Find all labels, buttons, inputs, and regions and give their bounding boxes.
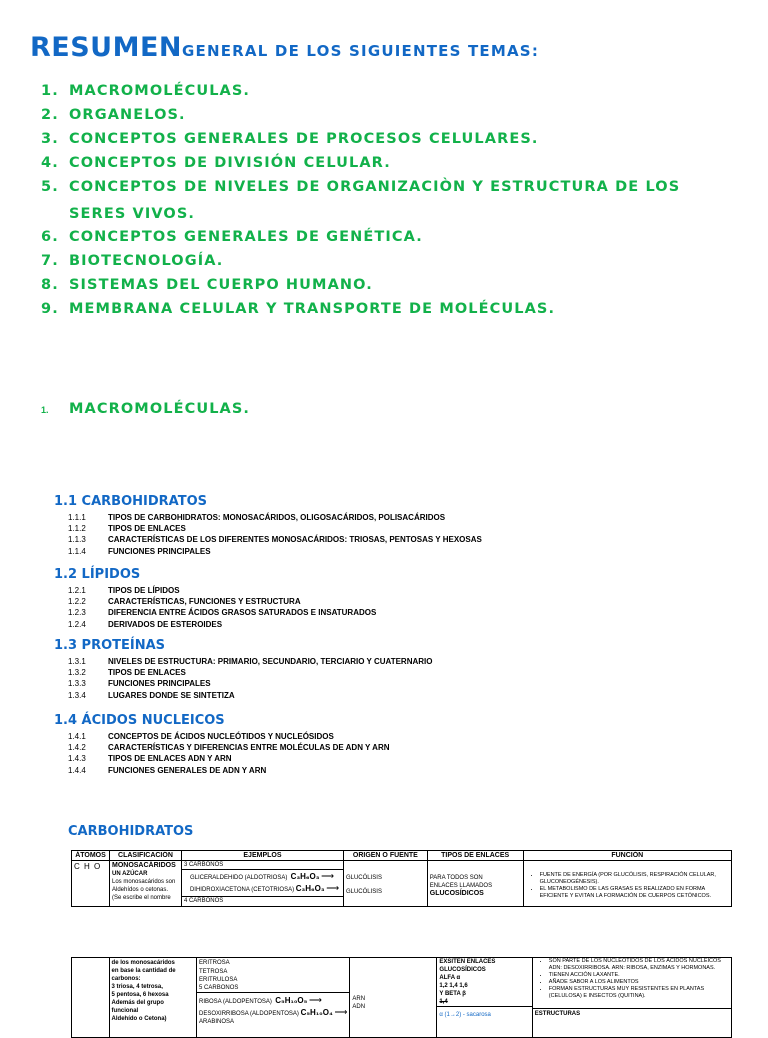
topic-item: 5. CONCEPTOS DE NIVELES DE ORGANIZACIÒN Y ESTRUCTURA DE LOS: [41, 179, 681, 195]
list-item: 1.2.1 TIPOS DE LÍPIDOS: [68, 586, 180, 595]
list-item: 1.1.4 FUNCIONES PRINCIPALES: [68, 546, 211, 556]
list-item: 1.3.1 NIVELES DE ESTRUCTURA: PRIMARIO, SECUNDARIO, TERCIARIO Y CUATERNARIO: [68, 657, 433, 666]
topic-item: 7. BIOTECNOLOGÍA.: [41, 253, 224, 269]
list-item: • TIENEN ACCIÓN LAXANTE.: [549, 972, 729, 979]
page-title: [30, 32, 539, 63]
column-header: CLASIFICACIÓN: [109, 851, 181, 861]
table-cell: ERITROSA TETROSA ERITRULOSA 5 CARBONOS RIBOSA (ALDOPENTOSA) C₅H₁₀O₅ ⟶ DESOXIRRIBOSA (ALDOPENTOSA) C₅H₁₀O₄ ⟶ ARABINOSA: [197, 958, 350, 1038]
table-cell: GLUCÓLISIS GLUCÓLISIS: [343, 861, 427, 907]
list-item: 1.4.3 TIPOS DE ENLACES ADN Y ARN: [68, 754, 232, 764]
table-cell: [523, 861, 731, 907]
table-cell: PARA TODOS SON ENLACES LLAMADOS GLUCOSÍDICOS: [427, 861, 523, 907]
topic-item-continuation: SERES VIVOS.: [69, 206, 195, 222]
subsection-list: [68, 731, 390, 776]
list-item: 1.1.1 TIPOS DE CARBOHIDRATOS: MONOSACÁRIDOS, OLIGOSACÁRIDOS, POLISACÁRIDOS: [68, 513, 446, 522]
list-item: • AÑADE SABOR A LOS ALIMENTOS: [549, 979, 729, 986]
list-item: 1.3.2 TIPOS DE ENLACES: [68, 668, 186, 678]
table-cell: 3 CARBONOS GLICERALDEHIDO (ALDOTRIOSA) C₃H₆O₃ ⟶ DIHIDROXIACETONA (CETOTRIOSA) C₃H₆O₃ ⟶ 4 CARBONOS: [181, 861, 343, 907]
list-item: 1.2.4 DERIVADOS DE ESTEROIDES: [68, 619, 223, 629]
topic-item: 2. ORGANELOS.: [41, 107, 186, 123]
list-item: 1.4.4 FUNCIONES GENERALES DE ADN Y ARN: [68, 765, 267, 775]
title-resumen: RESUMEN: [30, 32, 183, 63]
topic-item: 8. SISTEMAS DEL CUERPO HUMANO.: [41, 277, 373, 293]
column-header: ORIGEN O FUENTE: [343, 851, 427, 861]
section-heading: 1. MACROMOLÉCULAS.: [41, 401, 251, 417]
table-cell: ARN ADN: [350, 958, 437, 1038]
topic-item: 6. CONCEPTOS GENERALES DE GENÉTICA.: [41, 229, 423, 245]
list-item: 1.4.2 CARACTERÍSTICAS Y DIFERENCIAS ENTRE MOLÉCULAS DE ADN Y ARN: [68, 743, 390, 753]
list-item: 1.3.4 LUGARES DONDE SE SINTETIZA: [68, 690, 235, 700]
list-item: • SON PARTE DE LOS NUCLEÓTIDOS DE LOS ÁCIDOS NUCLEICOS ADN: DESOXIRRIBOSA. ARN: RIBOSA, ENZIMAS Y HORMONAS.: [549, 958, 729, 972]
subsection-list: [68, 585, 376, 630]
subsection-list: [68, 656, 432, 701]
subsection-list: [68, 512, 482, 557]
table-cell: EXSITEN ENLACES GLUCOSÍDICOS ALFA α 1,2 1,4 1,6 Y BETA β 1,4 α (1→2) - sacarosa: [437, 958, 532, 1038]
table-cell: de los monosacáridos en base la cantidad de carbonos: 3 triosa, 4 tetrosa, 5 pentosa, 6 hexosa Además del grupo funcional Aldehído o Cetona): [109, 958, 196, 1038]
subsection-title: 1.4 ÁCIDOS NUCLEICOS: [54, 713, 225, 728]
topic-item: 9. MEMBRANA CELULAR Y TRANSPORTE DE MOLÉCULAS.: [41, 301, 556, 317]
title-subtitle: GENERAL DE LOS SIGUIENTES TEMAS:: [182, 42, 540, 60]
column-header: TIPOS DE ENLACES: [427, 851, 523, 861]
list-item: 1.2.2 CARACTERÍSTICAS, FUNCIONES Y ESTRUCTURA: [68, 597, 301, 607]
column-header: ÁTOMOS: [72, 851, 110, 861]
column-header: EJEMPLOS: [181, 851, 343, 861]
topic-item: 3. CONCEPTOS GENERALES DE PROCESOS CELULARES.: [41, 131, 539, 147]
table-cell: [72, 958, 110, 1038]
list-item: • FORMAN ESTRUCTURAS MUY RESISTENTES EN PLANTAS (CELULOSA) E INSECTOS (QUITINA).: [549, 986, 729, 1000]
carbohydrates-table-continued: [71, 957, 732, 1038]
column-header: FUNCIÓN: [523, 851, 731, 861]
table-title: CARBOHIDRATOS: [68, 824, 194, 839]
list-item: 1.2.3 DIFERENCIA ENTRE ÁCIDOS GRASOS SATURADOS E INSATURADOS: [68, 608, 377, 618]
table-cell: MONOSACÁRIDOS UN AZÚCAR Los monosacáridos son Aldehídos o cetonas. (Se escribe el nombre: [109, 861, 181, 907]
table-header-row: [72, 851, 732, 861]
topic-item: 4. CONCEPTOS DE DIVISIÓN CELULAR.: [41, 155, 391, 171]
list-item: • EL METABOLISMO DE LAS GRASAS ES REALIZADO EN FORMA EFICIENTE Y EVITAN LA FORMACIÓN DE CUERPOS CETÓNICOS.: [540, 886, 729, 900]
table-cell: • SON PARTE DE LOS NUCLEÓTIDOS DE LOS ÁCIDOS NUCLEICOS ADN: DESOXIRRIBOSA. ARN: RIBOSA, ENZIMAS Y HORMONAS. • TIENEN ACCIÓN LAXANTE. • AÑADE SABOR A LOS ALIMENTOS • FORMAN ESTRUCTURAS MUY RESISTENTES EN PLANTAS (CELULOSA) E INSECTOS (QUITINA). ESTRUCTURAS: [532, 958, 731, 1038]
list-item: 1.3.3 FUNCIONES PRINCIPALES: [68, 679, 211, 689]
list-item: 1.4.1 CONCEPTOS DE ÁCIDOS NUCLEÓTIDOS Y NUCLEÓSIDOS: [68, 732, 334, 741]
carbohydrates-table: [71, 850, 732, 907]
list-item: 1.1.2 TIPOS DE ENLACES: [68, 524, 186, 534]
topic-item: 1. MACROMOLÉCULAS.: [41, 83, 251, 99]
table-row: [72, 958, 732, 1038]
table-row: [72, 861, 732, 907]
subsection-title: 1.3 PROTEÍNAS: [54, 638, 166, 653]
list-item: 1.1.3 CARACTERÍSTICAS DE LOS DIFERENTES MONOSACÁRIDOS: TRIOSAS, PENTOSAS Y HEXOSAS: [68, 535, 482, 545]
subsection-title: 1.1 CARBOHIDRATOS: [54, 494, 207, 509]
subsection-title: 1.2 LÍPIDOS: [54, 567, 141, 582]
list-item: • FUENTE DE ENERGÍA (POR GLUCÓLISIS, RESPIRACIÓN CELULAR, GLUCONEOGÉNESIS).: [540, 872, 729, 886]
table-cell: C H O: [72, 861, 110, 907]
